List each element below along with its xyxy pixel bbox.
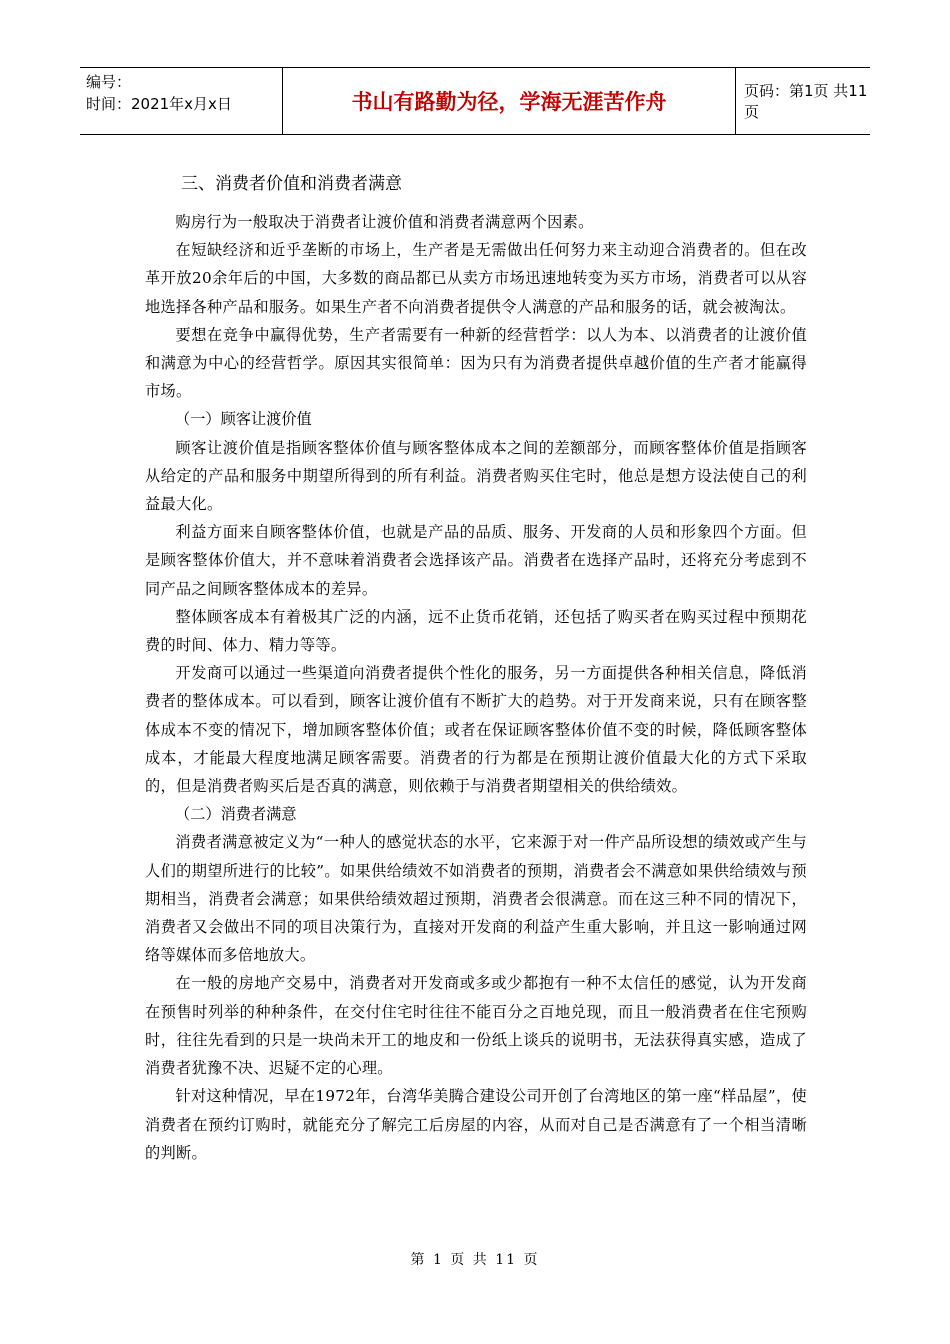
header-motto: 书山有路勤为径，学海无涯苦作舟	[282, 68, 736, 134]
header-page-info: 页码：第1页 共11页	[744, 82, 868, 121]
page-footer: 第 1 页 共 11 页	[410, 1252, 540, 1268]
document-number-label: 编号：	[86, 73, 132, 91]
subsection-heading: （一）顾客让渡价值	[175, 410, 312, 429]
paragraph: 购房行为一般取决于消费者让渡价值和消费者满意两个因素。	[175, 213, 594, 231]
paragraph: 在一般的房地产交易中，消费者对开发商或多或少都抱有一种不太信任的感觉，认为开发商在预售时列举的种种条件，在交付住宅时往往不能百分之百地兑现，而且一般消费者在住宅预购时，往往先看到的只是一块尚未开工的地皮和一份纸上谈兵的说明书，无法获得真实感，造成了消费者犹豫不决、迟疑不定的心理。	[145, 974, 807, 1078]
paragraph: 开发商可以通过一些渠道向消费者提供个性化的服务，另一方面提供各种相关信息，降低消费者的整体成本。可以看到，顾客让渡价值有不断扩大的趋势。对于开发商来说，只有在顾客整体成本不变的情况下，增加顾客整体价值；或者在保证顾客整体价值不变的时候，降低顾客整体成本，才能最大程度地满足顾客需要。消费者的行为都是在预期让渡价值最大化的方式下采取的，但是消费者购买后是否真的满意，则依赖于与消费者期望相关的供给绩效。	[145, 664, 807, 796]
page-header	[80, 67, 870, 135]
paragraph: 消费者满意被定义为“一种人的感觉状态的水平，它来源于对一件产品所设想的绩效或产生与人们的期望所进行的比较”。如果供给绩效不如消费者的预期，消费者会不满意如果供给绩效与预期相当，消费者会满意；如果供给绩效超过预期，消费者会很满意。而在这三种不同的情况下，消费者又会做出不同的项目决策行为，直接对开发商的利益产生重大影响，并且这一影响通过网络等媒体而多倍地放大。	[145, 833, 807, 965]
document-body	[145, 170, 807, 1167]
paragraph: 在短缺经济和近乎垄断的市场上，生产者是无需做出任何努力来主动迎合消费者的。但在改革开放20余年后的中国，大多数的商品都已从卖方市场迅速地转变为买方市场，消费者可以从容地选择各种产品和服务。如果生产者不向消费者提供令人满意的产品和服务的话，就会被淘汰。	[145, 241, 807, 316]
paragraph: 利益方面来自顾客整体价值，也就是产品的品质、服务、开发商的人员和形象四个方面。但是顾客整体价值大，并不意味着消费者会选择该产品。消费者在选择产品时，还将充分考虑到不同产品之间顾客整体成本的差异。	[145, 523, 807, 598]
paragraph: 要想在竞争中赢得优势，生产者需要有一种新的经营哲学：以人为本、以消费者的让渡价值和满意为中心的经营哲学。原因其实很简单：因为只有为消费者提供卓越价值的生产者才能赢得市场。	[145, 325, 807, 401]
subsection-heading: （二）消费者满意	[175, 805, 297, 824]
paragraph: 顾客让渡价值是指顾客整体价值与顾客整体成本之间的差额部分，而顾客整体价值是指顾客从给定的产品和服务中期望所得到的所有利益。消费者购买住宅时，他总是想方设法使自己的利益最大化。	[145, 438, 807, 514]
document-date: 时间：2021年x月x日	[86, 95, 232, 113]
section-heading: 三、消费者价值和消费者满意	[181, 174, 402, 194]
paragraph: 针对这种情况，早在1972年，台湾华美腾合建设公司开创了台湾地区的第一座“样品屋”，使消费者在预约订购时，就能充分了解完工后房屋的内容，从而对自己是否满意有了一个相当清晰的判断。	[145, 1087, 807, 1162]
paragraph: 整体顾客成本有着极其广泛的内涵，远不止货币花销，还包括了购买者在购买过程中预期花费的时间、体力、精力等等。	[145, 607, 807, 655]
header-meta	[80, 68, 282, 134]
